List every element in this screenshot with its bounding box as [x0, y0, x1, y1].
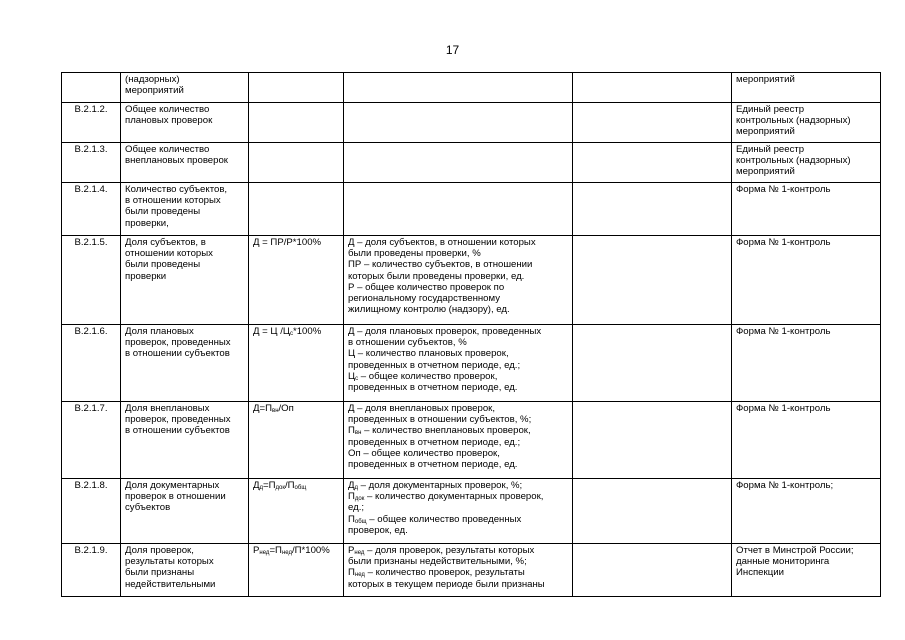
description-line: были проведены проверки, %: [348, 248, 481, 260]
indicator-code: В.2.1.3.: [62, 143, 121, 183]
indicator-extra: [573, 103, 732, 143]
name-line: в отношении субъектов: [125, 425, 230, 437]
indicator-formula: [249, 183, 344, 236]
indicator-source: [732, 544, 881, 597]
source-line: мероприятий: [736, 74, 795, 85]
indicator-source: [732, 402, 881, 479]
indicator-name: [121, 325, 249, 402]
description-line: проведенных в отчетном периоде, ед.: [348, 459, 518, 471]
name-line: недействительными: [125, 578, 216, 590]
source-line: Единый реестр: [736, 144, 805, 155]
table-row: [62, 143, 881, 183]
description-line: которых были проведены проверки, ед.: [348, 270, 525, 282]
indicator-code: В.2.1.4.: [62, 183, 121, 236]
name-line: проверок в отношении: [125, 491, 226, 503]
indicator-source: [732, 236, 881, 325]
indicator-formula: [249, 143, 344, 183]
indicator-source: [732, 183, 881, 236]
indicator-extra: [573, 183, 732, 236]
name-line: были признаны: [125, 567, 195, 579]
indicator-formula: $Д=П_{вн}/Оп$: [249, 402, 344, 479]
description-line: Р – общее количество проверок по: [348, 281, 505, 293]
source-line: контрольных (надзорных): [736, 115, 851, 127]
description-line: $Д_д$ – доля документарных проверок, %;: [348, 480, 523, 491]
table-body: [62, 73, 881, 597]
name-line: плановых проверок: [125, 115, 213, 127]
table-row: [62, 402, 881, 479]
indicator-description: [344, 183, 573, 236]
indicator-extra: [573, 73, 732, 103]
indicator-name: [121, 73, 249, 103]
name-line: Доля проверок,: [125, 545, 194, 556]
name-line: проверки,: [125, 217, 169, 229]
indicator-name: [121, 479, 249, 544]
indicator-formula: $Д_д=П_{док}/П_{общ}$: [249, 479, 344, 544]
name-line: были проведены: [125, 259, 201, 271]
table-row: [62, 103, 881, 143]
name-line: (надзорных): [125, 74, 180, 85]
source-line: Форма № 1-контроль: [736, 403, 831, 414]
indicator-name: [121, 183, 249, 236]
source-line: мероприятий: [736, 126, 795, 138]
name-line: проверок, проведенных: [125, 337, 231, 349]
description-line: Д – доля внеплановых проверок,: [348, 403, 496, 414]
indicator-formula: [249, 73, 344, 103]
description-line: в отношении субъектов, %: [348, 337, 467, 349]
table-row: [62, 236, 881, 325]
indicator-description: [344, 544, 573, 597]
description-line: проведенных в отношении субъектов, %;: [348, 414, 532, 426]
indicator-formula: Д = ПР/Р*100%: [249, 236, 344, 325]
name-line: Доля внеплановых: [125, 403, 210, 414]
description-line: $П_{док}$ – количество документарных проверок,: [348, 491, 544, 503]
description-line: $П_{общ}$ – общее количество проведенных: [348, 513, 522, 525]
name-line: отношении которых: [125, 248, 213, 260]
name-line: Количество субъектов,: [125, 184, 228, 195]
description-line: региональному государственному: [348, 293, 501, 305]
source-line: Отчет в Минстрой России;: [736, 545, 854, 556]
name-line: результаты которых: [125, 556, 214, 568]
indicator-extra: [573, 236, 732, 325]
source-line: контрольных (надзорных): [736, 155, 851, 167]
source-line: Инспекции: [736, 567, 784, 579]
name-line: Доля документарных: [125, 480, 220, 491]
indicators-table: [61, 72, 881, 597]
description-line: проведенных в отчетном периоде, ед.: [348, 382, 518, 394]
source-line: Форма № 1-контроль;: [736, 480, 834, 491]
description-line: Оп – общее количество проверок,: [348, 447, 500, 459]
indicator-formula: Д = Ц $/Ц_с*100\%$: [249, 325, 344, 402]
description-line: ед.;: [348, 502, 365, 514]
description-line: были признаны недействительными, %;: [348, 556, 527, 568]
source-line: мероприятий: [736, 166, 795, 178]
indicator-code: В.2.1.5.: [62, 236, 121, 325]
name-line: мероприятий: [125, 85, 184, 97]
indicator-code: В.2.1.9.: [62, 544, 121, 597]
description-line: Д – доля субъектов, в отношении которых: [348, 237, 536, 248]
table-row: [62, 73, 881, 103]
description-line: проведенных в отчетном периоде, ед.;: [348, 436, 521, 448]
indicator-code: [62, 73, 121, 103]
indicator-name: [121, 544, 249, 597]
name-line: были проведены: [125, 206, 201, 218]
name-line: проверок, проведенных: [125, 414, 231, 426]
indicator-source: [732, 143, 881, 183]
table-row: [62, 544, 881, 597]
indicator-source: [732, 103, 881, 143]
indicator-extra: [573, 325, 732, 402]
indicator-name: [121, 236, 249, 325]
indicator-description: [344, 479, 573, 544]
description-line: Ц – количество плановых проверок,: [348, 348, 509, 360]
indicator-description: [344, 402, 573, 479]
name-line: Доля субъектов, в: [125, 237, 206, 248]
source-line: Форма № 1-контроль: [736, 326, 831, 337]
indicator-description: [344, 325, 573, 402]
source-line: Форма № 1-контроль: [736, 184, 831, 195]
indicator-extra: [573, 544, 732, 597]
name-line: субъектов: [125, 502, 171, 514]
description-line: проведенных в отчетном периоде, ед.;: [348, 359, 521, 371]
name-line: в отношении субъектов: [125, 348, 230, 360]
table-row: [62, 183, 881, 236]
description-line: $П_{вн}$ – количество внеплановых проверок,: [348, 425, 531, 437]
indicator-extra: [573, 402, 732, 479]
table-row: [62, 325, 881, 402]
indicator-code: В.2.1.2.: [62, 103, 121, 143]
indicator-formula: [249, 103, 344, 143]
name-line: Доля плановых: [125, 326, 194, 337]
indicator-code: В.2.1.7.: [62, 402, 121, 479]
description-line: проверок, ед.: [348, 524, 408, 536]
description-line: Д – доля плановых проверок, проведенных: [348, 326, 542, 337]
description-line: жилищному контролю (надзору), ед.: [348, 304, 510, 316]
name-line: в отношении которых: [125, 195, 221, 207]
name-line: Общее количество: [125, 104, 210, 115]
indicator-name: [121, 143, 249, 183]
description-line: $Ц_с$ – общее количество проверок,: [348, 370, 498, 382]
indicator-source: [732, 325, 881, 402]
indicator-description: [344, 143, 573, 183]
indicator-code: В.2.1.6.: [62, 325, 121, 402]
description-line: $П_{нед}$ – количество проверок, результаты: [348, 567, 525, 579]
indicator-formula: $Р_{нед}=П_{нед}/П*100\%$: [249, 544, 344, 597]
description-line: ПР – количество субъектов, в отношении: [348, 259, 533, 271]
source-line: Единый реестр: [736, 104, 805, 115]
name-line: Общее количество: [125, 144, 210, 155]
table-row: [62, 479, 881, 544]
indicator-name: [121, 103, 249, 143]
indicator-source: [732, 479, 881, 544]
source-line: данные мониторинга: [736, 556, 830, 568]
name-line: проверки: [125, 270, 167, 282]
description-line: которых в текущем периоде были признаны: [348, 578, 545, 590]
indicator-code: В.2.1.8.: [62, 479, 121, 544]
indicator-description: [344, 73, 573, 103]
indicator-extra: [573, 143, 732, 183]
indicator-extra: [573, 479, 732, 544]
name-line: внеплановых проверок: [125, 155, 229, 167]
indicator-source: [732, 73, 881, 103]
indicator-description: [344, 103, 573, 143]
page-number: 17: [445, 43, 460, 57]
description-line: $Р_{нед}$ – доля проверок, результаты которых: [348, 545, 535, 556]
indicator-name: [121, 402, 249, 479]
indicator-description: [344, 236, 573, 325]
source-line: Форма № 1-контроль: [736, 237, 831, 248]
